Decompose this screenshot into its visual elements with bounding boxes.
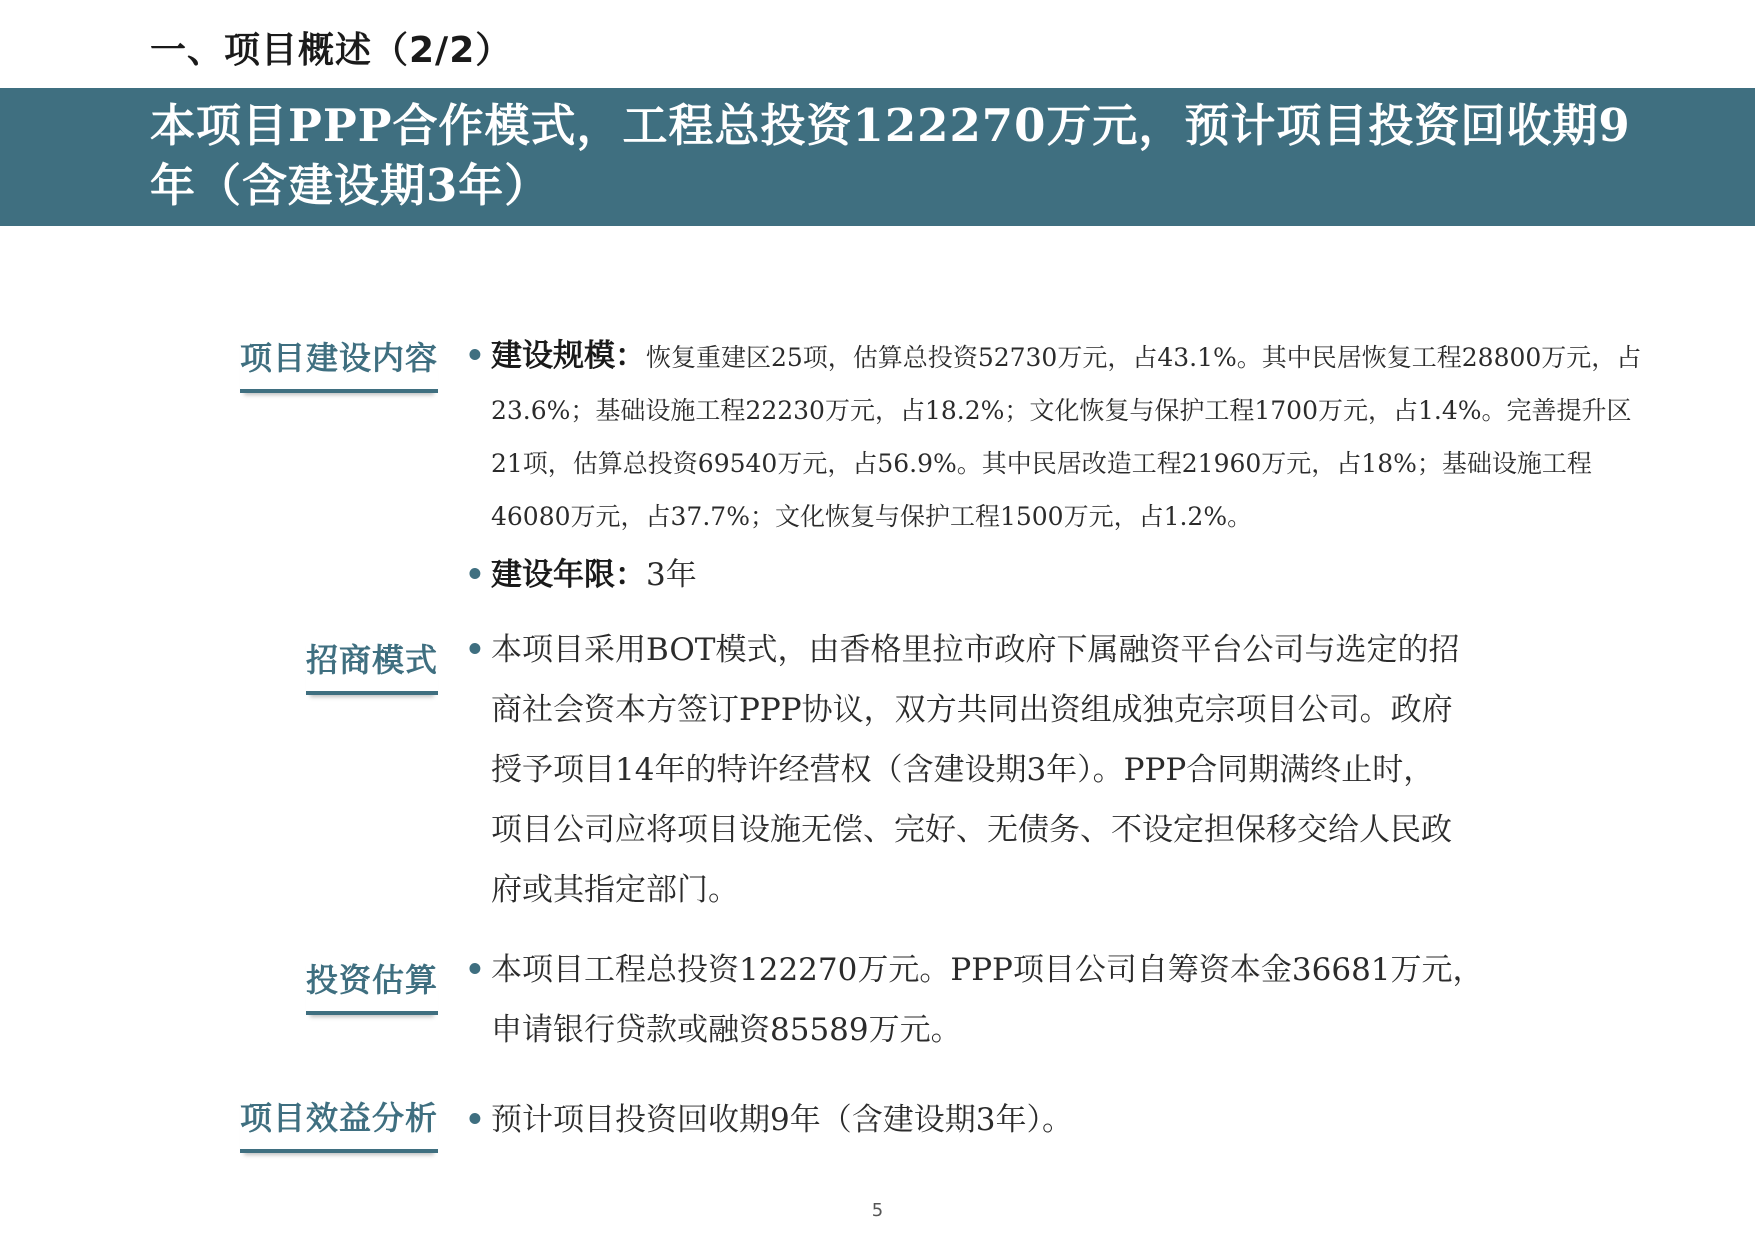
- bullet-dot-icon: •: [465, 557, 485, 593]
- banner-title: 本项目PPP合作模式，工程总投资122270万元，预计项目投资回收期9年（含建设期3年）: [150, 99, 1631, 212]
- section-body: [465, 940, 1485, 1060]
- bullet-text: 本项目采用BOT模式，由香格里拉市政府下属融资平台公司与选定的招商社会资本方签订PPP协议，双方共同出资组成独克宗项目公司。政府授予项目14年的特许经营权（含建设期3年）。PPP合同期满终止时，项目公司应将项目设施无偿、完好、无债务、不设定担保移交给人民政府或其指定部门。: [491, 632, 1460, 908]
- bullet-text: 恢复重建区25项，估算总投资52730万元，占43.1%。其中民居恢复工程28800万元，占23.6%；基础设施工程22230万元，占18.2%；文化恢复与保护工程1700万元，占1.4%。完善提升区21项，估算总投资69540万元，占56.9%。其中民居改造工程21960万元，占18%；基础设施工程46080万元，占37.7%；文化恢复与保护工程1500万元，占1.2%。: [491, 343, 1642, 531]
- bullet-dot-icon: •: [465, 632, 485, 668]
- bullet-lead: 建设规模：: [491, 338, 646, 374]
- bullet-text: 本项目工程总投资122270万元。PPP项目公司自筹资本金36681万元，申请银行贷款或融资85589万元。: [491, 952, 1484, 1048]
- bullet-dot-icon: •: [465, 1102, 485, 1138]
- page-heading: 一、项目概述（2/2）: [150, 30, 513, 71]
- section-body: [465, 620, 1465, 920]
- bullet-item: [465, 940, 1485, 1060]
- page-number: 5: [871, 1200, 884, 1221]
- section-label: 项目建设内容: [240, 333, 438, 393]
- bullet-item: [465, 549, 1645, 603]
- bullet-item: [465, 1090, 1485, 1150]
- title-banner: [0, 88, 1755, 226]
- bullet-item: [465, 620, 1465, 920]
- section-label: 项目效益分析: [240, 1093, 438, 1153]
- section-label: 招商模式: [306, 635, 438, 695]
- bullet-lead: 建设年限：: [491, 557, 646, 593]
- bullet-dot-icon: •: [465, 952, 485, 988]
- section-label: 投资估算: [306, 955, 438, 1015]
- bullet-text: 预计项目投资回收期9年（含建设期3年）。: [491, 1102, 1073, 1138]
- section-body: [465, 1090, 1485, 1150]
- bullet-dot-icon: •: [465, 338, 485, 374]
- bullet-item: [465, 330, 1645, 543]
- section-body: [465, 330, 1645, 603]
- bullet-text: 3年: [646, 557, 697, 593]
